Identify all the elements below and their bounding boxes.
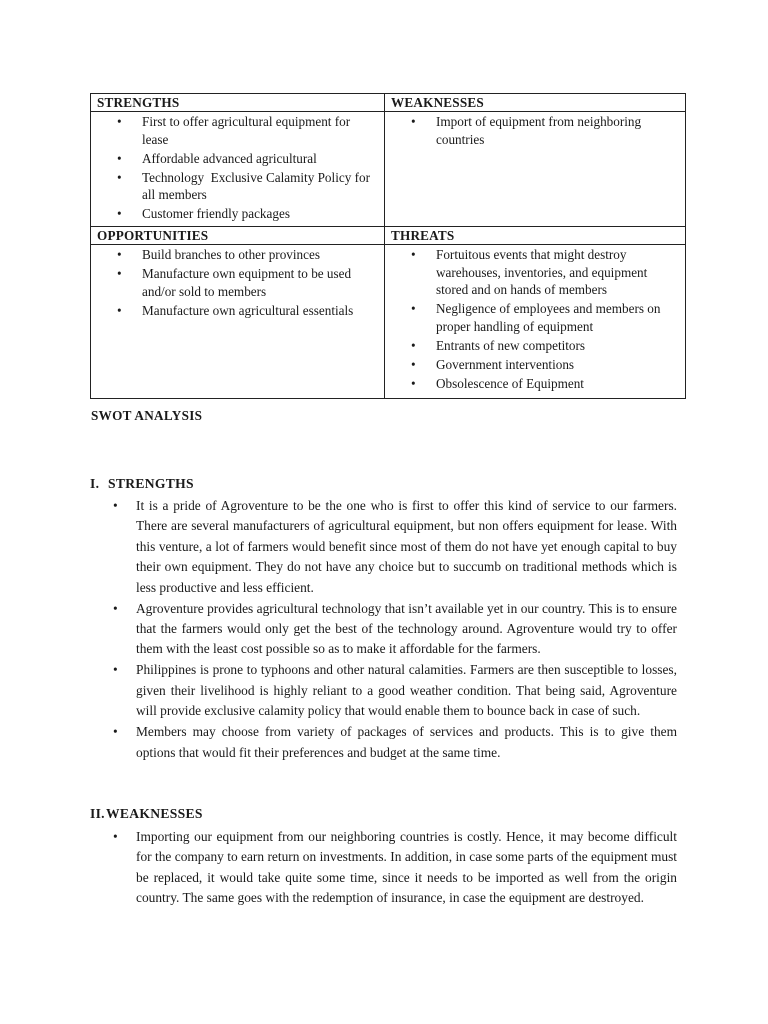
- list-item: • Obsolescence of Equipment: [411, 375, 584, 391]
- threats-header: THREATS: [385, 227, 686, 245]
- strengths-cell: [91, 112, 385, 227]
- list-item: • First to offer agricultural equipment for lease: [117, 114, 351, 147]
- bullet-icon: •: [113, 600, 118, 616]
- list-item: • It is a pride of Agroventure to be the one who is first to offer this kind of service to our farmers. There are several manufacturers of agricultural equipment, but non offers equipment for lease. With this venture, a lot of farmers would benefit since most of them do not have yet enough capital to buy their own equipment. They do not have any choice but to succumb on traditional methods which is less productive and less efficient.: [113, 498, 677, 595]
- bullet-icon: •: [117, 169, 122, 185]
- list-item: • Affordable advanced agricultural: [117, 150, 317, 166]
- list-item: • Entrants of new competitors: [411, 337, 586, 353]
- section-heading-strengths: I. STRENGTHS: [90, 476, 194, 491]
- strengths-list: [113, 496, 677, 764]
- bullet-icon: •: [117, 266, 122, 281]
- list-item: • Fortuitous events that might destroy warehouses, inventories, and equipment stored and on hands of members: [411, 247, 648, 297]
- bullet-icon: •: [411, 114, 416, 129]
- bullet-icon: •: [411, 247, 416, 262]
- bullet-icon: •: [117, 150, 122, 166]
- bullet-icon: •: [117, 302, 122, 318]
- list-item: • Manufacture own agricultural essentials: [117, 302, 354, 318]
- bullet-icon: •: [411, 356, 416, 372]
- weaknesses-header: WEAKNESSES: [385, 94, 686, 112]
- bullet-icon: •: [411, 301, 416, 316]
- opportunities-header: OPPORTUNITIES: [91, 227, 385, 245]
- bullet-icon: •: [113, 724, 118, 740]
- bullet-icon: •: [117, 206, 122, 221]
- bullet-icon: •: [113, 498, 118, 513]
- bullet-icon: •: [411, 375, 416, 391]
- section-heading-weaknesses: II.WEAKNESSES: [90, 806, 203, 821]
- list-item: • Negligence of employees and members on proper handling of equipment: [411, 301, 661, 334]
- bullet-icon: •: [117, 114, 122, 129]
- swot-table: [90, 93, 686, 399]
- list-item: • Members may choose from variety of packages of services and products. This is to give them options that would fit their preferences and budget at the same time.: [113, 724, 677, 760]
- opportunities-cell: [91, 245, 385, 399]
- list-item: • Importing our equipment from our neighboring countries is costly. Hence, it may become difficult for the company to earn return on investments. In addition, in case some parts of the equipment must be replaced, it would take quite some time, since it needs to be imported as well from the origin country. The same goes with the redemption of insurance, in case the equipment are destroyed.: [113, 829, 677, 906]
- bullet-icon: •: [113, 662, 118, 678]
- list-item: • Government interventions: [411, 356, 575, 372]
- list-item: • Agroventure provides agricultural technology that isn’t available yet in our country. This is to ensure that the farmers would only get the best of the technology around. Agroventure would try to offer them with the least cost possible so as to make it affordable for the farmers.: [113, 600, 677, 657]
- weaknesses-cell: [385, 112, 686, 227]
- list-item: • Technology Exclusive Calamity Policy for all members: [117, 169, 374, 202]
- weaknesses-list: [113, 827, 677, 909]
- bullet-icon: •: [117, 247, 122, 262]
- threats-cell: [385, 245, 686, 399]
- bullet-icon: •: [411, 337, 416, 353]
- bullet-icon: •: [113, 829, 118, 844]
- list-item: • Philippines is prone to typhoons and other natural calamities. Farmers are then susceptible to losses, given their livelihood is highly reliant to a good weather condition. That being said, Agroventure will provide exclusive calamity policy that would enable them to bounce back in case of such.: [113, 662, 677, 719]
- list-item: • Build branches to other provinces: [117, 247, 320, 262]
- list-item: • Manufacture own equipment to be used and/or sold to members: [117, 266, 352, 299]
- strengths-header: STRENGTHS: [91, 94, 385, 112]
- table-caption: SWOT ANALYSIS: [91, 408, 203, 423]
- list-item: • Import of equipment from neighboring countries: [411, 114, 642, 147]
- list-item: • Customer friendly packages: [117, 206, 290, 221]
